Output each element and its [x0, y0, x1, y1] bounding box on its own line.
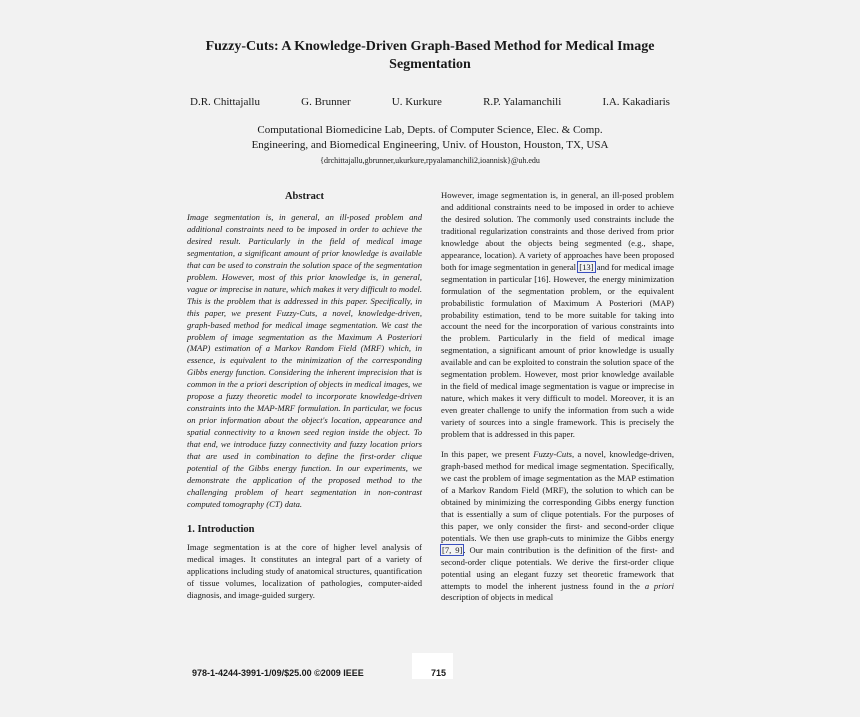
right-column [441, 190, 674, 604]
text-run: and for medical image segmentation in particular [16]. However, the energy minimization formulation of the segmentation problem, or the equivalent probabilistic formulation of Maximum A Posteriori (MAP) probability estimation, tend to be more suitable for taking into account the need for the incorporation of various constraints into the problem. Particularly in the field of medical image segmentation, a significant amount of prior knowledge is usually available and can be exploited to constrain the solution space of the segmentation problem. However, most prior knowledge available in the field of medical image segmentation is vague or imprecise in nature, which makes it very difficult to model. Moreover, it is an even greater challenge to unify the information from such a wide variety of sources into a single framework. This is precisely the problem that is addressed in this paper. [441, 261, 674, 440]
text-run: . Our main contribution is the definition of the first- and second-order clique potentials. We derive the first-order clique potential using an elegant fuzzy set theoretic framework that attempts to model the inherent justness found in the [441, 544, 674, 591]
author: U. Kurkure [391, 96, 442, 108]
affiliation-line-2: Engineering, and Biomedical Engineering, Univ. of Houston, Houston, TX, USA [251, 139, 609, 151]
introduction-heading: 1. Introduction [187, 523, 255, 535]
citation-link[interactable]: [7, 9] [442, 544, 463, 555]
paper-title [170, 38, 690, 74]
text-run: , a novel, knowledge-driven, graph-based method for medical image segmentation. Specifically, we cast the problem of image segmentation as the MAP estimation of a Markov Random Field (MRF), the solution to which can be obtained by minimizing the corresponding Gibbs energy function that is essentially a sum of clique potentials. For the purposes of this paper, we only consider the first- and second-order clique potentials. We then use graph-cuts to minimize the Gibbs energy [441, 449, 674, 543]
method-name: Fuzzy-Cuts [533, 449, 572, 460]
author: D.R. Chittajallu [190, 96, 260, 108]
author: I.A. Kakadiaris [602, 96, 670, 108]
author: R.P. Yalamanchili [483, 96, 562, 108]
copyright-footer: 978-1-4244-3991-1/09/$25.00 ©2009 IEEE [192, 668, 364, 678]
emphasis: a priori [644, 580, 674, 591]
author-emails: {drchittajallu,gbrunner,ukurkure,rpyalamanchili2,ioannisk}@uh.edu [320, 156, 540, 165]
affiliation [200, 123, 660, 168]
introduction-paragraph: Image segmentation is at the core of higher level analysis of medical images. It constitutes an integral part of a variety of applications including study of anatomical structures, quantification of tissue volumes, localization of pathologies, computer-aided diagnosis, and image-guided surgery. [187, 541, 422, 600]
text-run: description of objects in medical [441, 592, 554, 603]
abstract-heading: Abstract [284, 191, 325, 202]
author: G. Brunner [301, 96, 351, 108]
abstract-text: Image segmentation is, in general, an ill-posed problem and additional constraints need to be imposed in order to achieve the desired result. Particularly in the field of medical image segmentation, a significant amount of prior knowledge is available that can be used to constrain the solution space of the segmentation problem. However, most of this prior knowledge is, in general, vague or imprecise in nature, which makes it very difficult to model. This is the problem that is addressed in this paper. Specifically, in this paper, we present Fuzzy-Cuts, a novel, knowledge-driven, graph-based method for medical image segmentation. We cast the problem of image segmentation as the Maximum A Posteriori (MAP) estimation of a Markov Random Field (MRF) which, in essence, is equivalent to the minimization of the corresponding Gibbs energy function. Considering the inherent imprecision that is common in the a priori description of objects in medical images, we propose a fuzzy theoretic model to incorporate knowledge-driven constraints into the MAP-MRF formulation. In particular, we focus on prior information about the object's location, appearance and spatial connectivity to a known seed region inside the object. To that end, we introduce fuzzy connectivity and fuzzy location priors that are used in combination to define the first-order clique potential of the Gibbs energy function. In our experiments, we demonstrate the application of the proposed method to the challenging problem of heart segmentation in non-contrast computed tomography (CT) data. [187, 212, 422, 509]
page-number: 715 [431, 668, 447, 678]
text-run: In this paper, we present [441, 449, 530, 460]
body-paragraph-1 [441, 190, 674, 441]
left-column [187, 190, 422, 602]
text-run: However, image segmentation is, in general, an ill-posed problem and additional constraints need to be imposed in order to achieve the desired solution. The commonly used constraints include the traditional regularization constraints and those derived from prior knowledge about the objects being segmented (e.g., shape, appearance, location). A variety of approaches have been proposed both for image segmentation in general [441, 190, 674, 272]
affiliation-line-1: Computational Biomedicine Lab, Depts. of Computer Science, Elec. & Comp. [257, 124, 603, 136]
citation-link[interactable]: [13] [579, 261, 594, 272]
author-list [190, 96, 670, 108]
body-paragraph-2 [441, 449, 674, 604]
title-line-1: Fuzzy-Cuts: A Knowledge-Driven Graph-Based Method for Medical Image [205, 39, 655, 54]
title-line-2: Segmentation [389, 57, 471, 72]
